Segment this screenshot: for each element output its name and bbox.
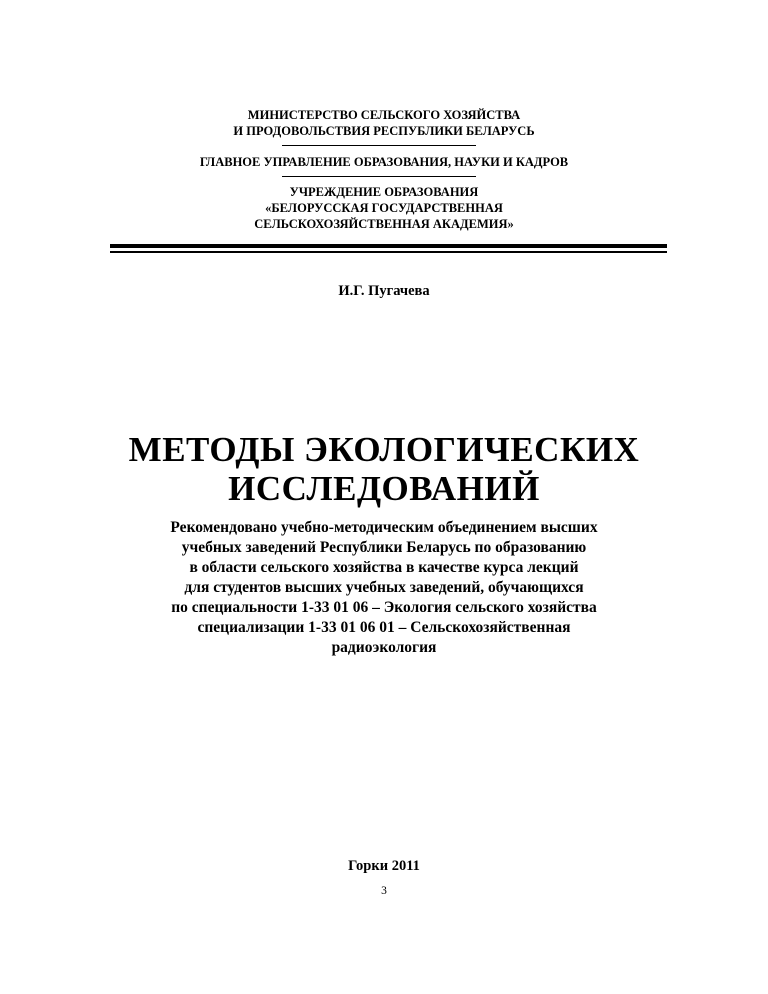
title-line-2: ИССЛЕДОВАНИЙ xyxy=(228,469,540,508)
author-name: И.Г. Пугачева xyxy=(338,283,430,299)
ministry-line-2: И ПРОДОВОЛЬСТВИЯ РЕСПУБЛИКИ БЕЛАРУСЬ xyxy=(233,124,535,138)
thick-divider xyxy=(110,244,667,248)
document-title xyxy=(0,430,768,508)
page-number: 3 xyxy=(381,885,387,897)
institution-line-1: УЧРЕЖДЕНИЕ ОБРАЗОВАНИЯ xyxy=(289,185,479,199)
title-line-1: МЕТОДЫ ЭКОЛОГИЧЕСКИХ xyxy=(128,430,640,469)
recommendation-line: учебных заведений Республики Беларусь по образованию xyxy=(181,539,587,556)
ministry-header xyxy=(0,107,768,139)
recommendation-text xyxy=(0,518,768,658)
recommendation-line: в области сельского хозяйства в качестве курса лекций xyxy=(189,559,579,576)
recommendation-line: Рекомендовано учебно-методическим объединением высших xyxy=(170,519,598,536)
recommendation-line: для студентов высших учебных заведений, обучающихся xyxy=(184,579,584,596)
separator-rule xyxy=(282,145,476,146)
recommendation-line: радиоэкология xyxy=(331,639,437,656)
separator-rule xyxy=(282,176,476,177)
place-year: Горки 2011 xyxy=(348,858,420,874)
directorate-header: ГЛАВНОЕ УПРАВЛЕНИЕ ОБРАЗОВАНИЯ, НАУКИ И КАДРОВ xyxy=(199,155,569,169)
institution-line-3: СЕЛЬСКОХОЗЯЙСТВЕННАЯ АКАДЕМИЯ» xyxy=(254,217,514,231)
recommendation-line: специализации 1-33 01 06 01 – Сельскохозяйственная xyxy=(197,619,571,636)
ministry-line-1: МИНИСТЕРСТВО СЕЛЬСКОГО ХОЗЯЙСТВА xyxy=(247,108,521,122)
institution-line-2: «БЕЛОРУССКАЯ ГОСУДАРСТВЕННАЯ xyxy=(265,201,503,215)
recommendation-line: по специальности 1-33 01 06 – Экология сельского хозяйства xyxy=(171,599,597,616)
institution-header xyxy=(0,184,768,232)
thin-divider xyxy=(110,251,667,253)
